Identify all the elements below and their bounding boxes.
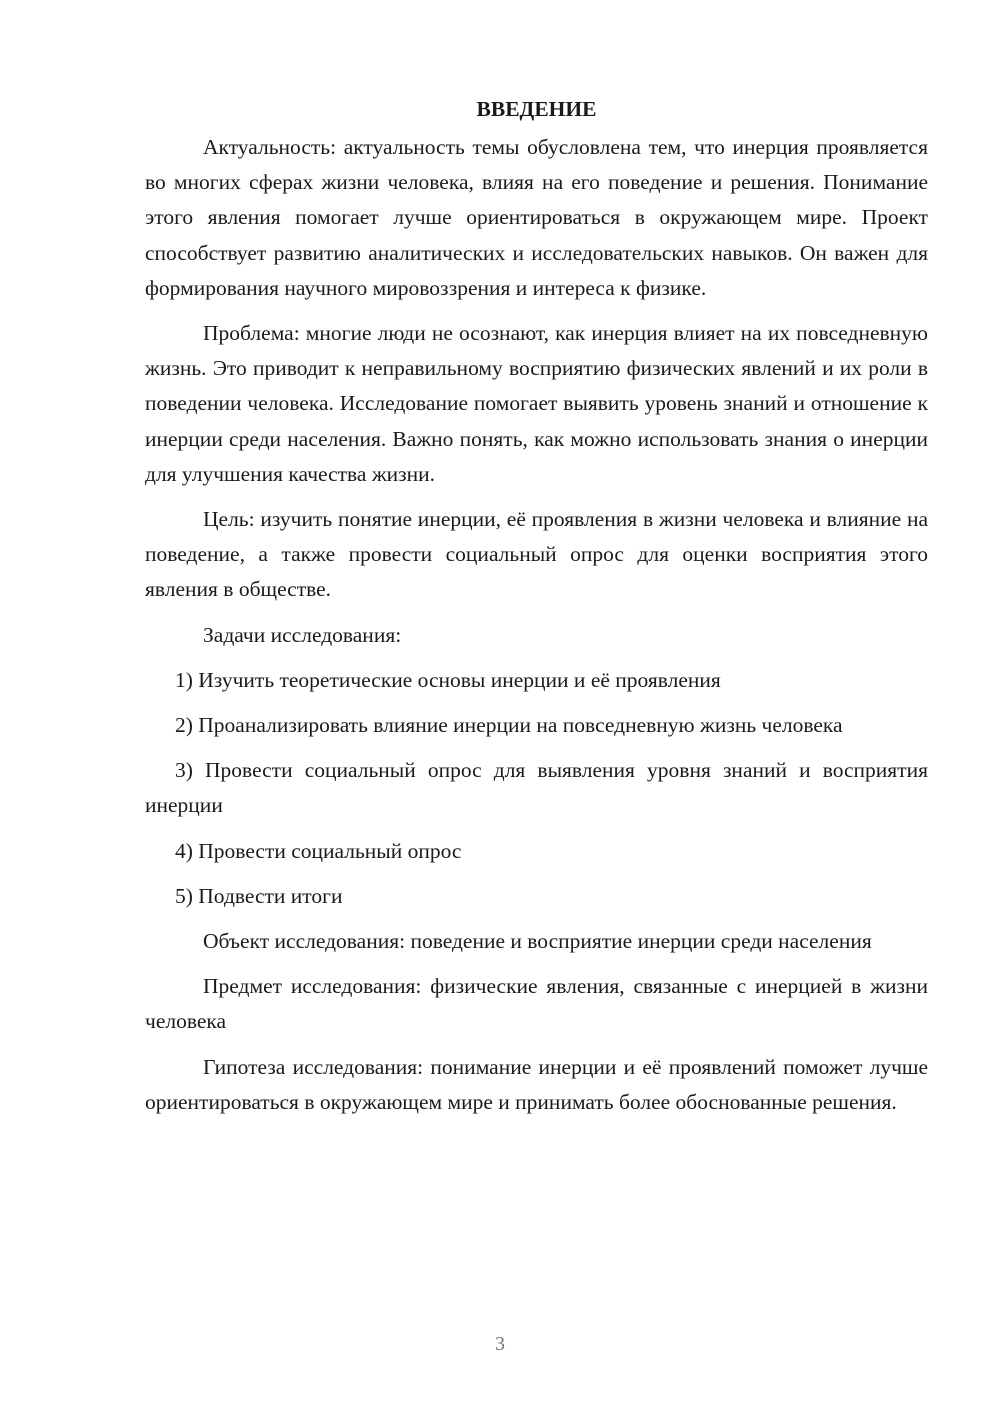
- hypothesis-paragraph: Гипотеза исследования: понимание инерции и её проявлений поможет лучше ориентироваться в окружающем мире и принимать более обоснованные решения.: [145, 1054, 928, 1114]
- task-item-5: 5) Подвести итоги: [175, 883, 343, 908]
- task-item-1: 1) Изучить теоретические основы инерции и её проявления: [175, 667, 721, 692]
- task-item-2: 2) Проанализировать влияние инерции на повседневную жизнь человека: [175, 713, 843, 738]
- object-paragraph: Объект исследования: поведение и восприятие инерции среди населения: [203, 929, 872, 954]
- relevance-paragraph: Актуальность: актуальность темы обусловлена тем, что инерция проявляется во многих сферах жизни человека, влияя на его поведение и решения. Понимание этого явления помогает лучше ориентироваться в окружающем мире. Проект способствует развитию аналитических и исследовательских навыков. Он важен для формирования научного мировоззрения и интереса к физике.: [145, 135, 928, 300]
- task-item-3: 3) Провести социальный опрос для выявления уровня знаний и восприятия инерции: [145, 758, 928, 818]
- page-title: ВВЕДЕНИЕ: [476, 97, 597, 121]
- tasks-heading: Задачи исследования:: [203, 622, 402, 647]
- problem-paragraph: Проблема: многие люди не осознают, как инерция влияет на их повседневную жизнь. Это приводит к неправильному восприятию физических явлений и их роли в поведении человека. Исследование помогает выявить уровень знаний и отношение к инерции среди населения. Важно понять, как можно использовать знания о инерции для улучшения качества жизни.: [145, 321, 928, 486]
- subject-paragraph: Предмет исследования: физические явления, связанные с инерцией в жизни человека: [145, 974, 928, 1034]
- goal-paragraph: Цель: изучить понятие инерции, её проявления в жизни человека и влияние на поведение, а также провести социальный опрос для оценки восприятия этого явления в обществе.: [145, 507, 928, 602]
- document-page: [145, 90, 928, 1130]
- page-number: 3: [495, 1333, 505, 1355]
- task-item-4: 4) Провести социальный опрос: [175, 838, 462, 863]
